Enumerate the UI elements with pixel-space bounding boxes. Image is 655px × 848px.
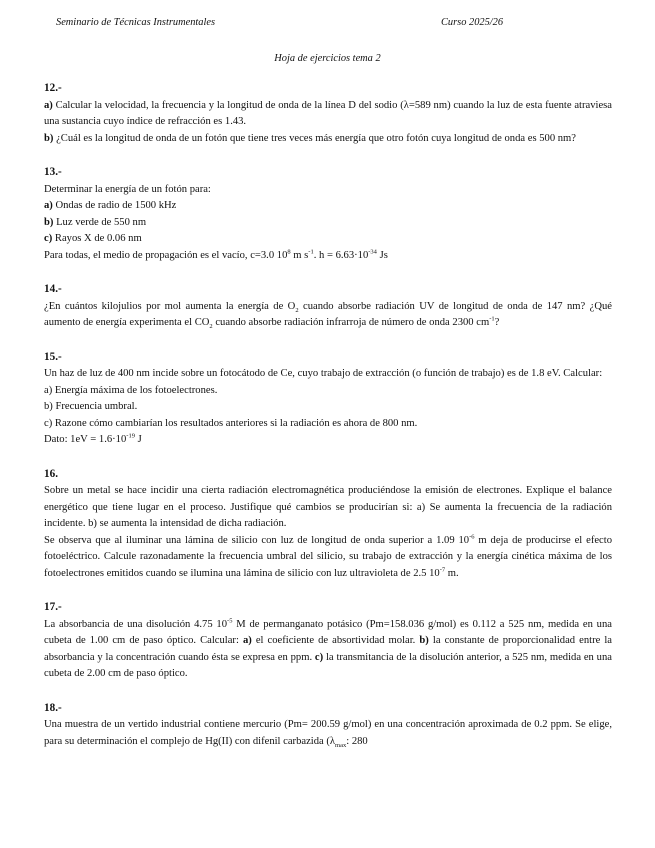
exponent: -6 [469,532,475,540]
exercise-number: 17.- [44,601,62,613]
part-label: a) [242,635,252,646]
exercise-paragraph-1: Sobre un metal se hace incidir una cierta radiación electromagnética produciéndose la emisión de electrones. Explique el balance energético que tiene lugar en el proceso. Justifique qué cambios se producirían si: a) Se aumenta la frecuencia de la radiación incidente. b) se aumenta la intensidad de dicha radiación. [44,485,612,529]
text-run: ¿En cuántos kilojulios por mol aumenta la energía de O [44,300,296,312]
part-label: b) [44,216,54,228]
exercise-number: 12.- [44,82,62,94]
exercise-17 [44,599,612,683]
exercise-16 [44,466,612,583]
text-run: el coeficiente de absortividad molar. [251,635,420,646]
exercise-number: 16. [44,467,58,480]
exercise-number: 14.- [44,283,62,295]
part-label: a) [44,200,53,211]
text-run: M de permanganato potásico (Pm=158.036 g/mol) es 0.112 a 525 nm, medida en una cubeta de 1.00 cm de paso óptico. Calcular: [44,618,612,646]
text-run: Se observa que al iluminar una lámina de silicio con luz de longitud de onda superior a 1.09 10 [44,534,470,546]
text-run: cuando absorbe radiación UV de longitud de onda de 147 nm? ¿Qué aumento de energía experimenta el CO [44,300,612,328]
exercise-part-a [44,98,612,131]
text-run: Una muestra de un vertido industrial contiene mercurio (Pm= 200.59 g/mol) en una concentración aproximada de 0.2 ppm. Se elige, para su determinación el complejo de Hg(II) con difenil carbazida (λ [44,719,612,747]
exercise-part-a: a) Energía máxima de los fotoelectrones. [44,384,218,396]
note-text: . h = 6.63·10 [313,249,369,261]
part-text: Rayos X de 0.06 nm [52,233,142,244]
exponent: -1 [308,247,314,255]
exercise-note [44,248,612,265]
note-text: m s [290,249,309,261]
part-text: Ondas de radio de 1500 kHz [52,200,177,211]
exercise-part-b: b) Frecuencia umbral. [44,401,138,412]
subscript: 2 [295,306,299,314]
exercise-part-a [44,198,612,215]
exercise-number: 18.- [44,701,62,714]
subscript: 2 [209,323,213,331]
part-text: Calcular la velocidad, la frecuencia y la longitud de onda de la línea D del sodio (λ=589 nm) cuando la luz de esta fuente atraviesa una sustancia cuyo índice de refracción es 1.43. [44,99,612,127]
exercise-text [44,617,612,683]
part-label: b) [419,635,429,646]
exercise-12 [44,80,612,147]
part-label: c) [314,651,324,663]
exponent: -19 [126,432,135,440]
part-text: ¿Cuál es la longitud de onda de un fotón que tiene tres veces más energía que otro fotón cuya longitud de onda es 500 nm? [53,132,577,144]
part-label: b) [44,132,54,144]
header-academic-year: Curso 2025/26 [441,17,504,28]
exercise-text [44,299,612,332]
part-label: a) [44,99,53,111]
exponent: -7 [439,565,446,573]
text-run: : 280 [346,735,368,747]
text-run: cuando absorbe radiación infrarroja de número de onda 2300 cm [212,317,490,328]
exercise-part-b [44,131,612,148]
part-text: Luz verde de 550 nm [53,216,147,228]
exercise-text [44,717,612,750]
note-text: Js [376,249,388,261]
sheet-title: Hoja de ejercicios tema 2 [274,53,381,64]
note-text: Para todas, el medio de propagación es el vacío, c=3.0 10 [44,249,288,261]
part-label: c) [44,233,53,244]
text-run: la constante de proporcionalidad entre la absorbancia y la concentración cuando ésta se expresa en ppm. [44,635,613,663]
exercise-part-b [44,215,612,232]
text-run: m deja de producirse el efecto fotoeléctrico. Calcule razonadamente la frecuencia umbral del silicio, su trabajo de extracción y la energía cinética máxima de los fotoelectrones emitidos cuando se ilumina una lámina de silicio con luz ultravioleta de 2.5 10 [44,534,612,579]
exponent: -1 [489,315,495,323]
exercise-intro: Un haz de luz de 400 nm incide sobre un fotocátodo de Ce, cuyo trabajo de extracción (o función de trabajo) es de 1.8 eV. Calcular: [44,368,603,379]
exponent: -34 [368,247,377,255]
text-run: la transmitancia de la disolución anterior, a 525 nm, medida en una cubeta de 2.00 cm de paso óptico. [44,651,612,679]
exercise-number: 15.- [44,350,62,363]
text-run: La absorbancia de una disolución 4.75 10 [44,618,228,630]
subscript: max [335,741,347,749]
exercise-15 [44,349,612,449]
exercise-list [44,80,612,750]
text-run: Dato: 1eV = 1.6·10 [44,434,127,445]
header-course-name: Seminario de Técnicas Instrumentales [56,17,216,28]
exercise-13 [44,164,612,264]
exercise-part-c [44,231,612,248]
exercise-intro: Determinar la energía de un fotón para: [44,183,211,195]
exponent: -5 [227,616,233,624]
text-run: J [134,434,142,445]
exercise-paragraph-2 [44,533,612,583]
exercise-data [44,432,612,449]
exercise-14 [44,281,612,332]
exercise-part-c: c) Razone cómo cambiarían los resultados anteriores si la radiación es ahora de 800 nm. [44,417,418,429]
text-run: m. [445,567,459,579]
exercise-18 [44,700,612,751]
text-run: ? [494,317,500,328]
exponent: 8 [287,247,291,255]
exercise-number: 13.- [44,166,62,178]
